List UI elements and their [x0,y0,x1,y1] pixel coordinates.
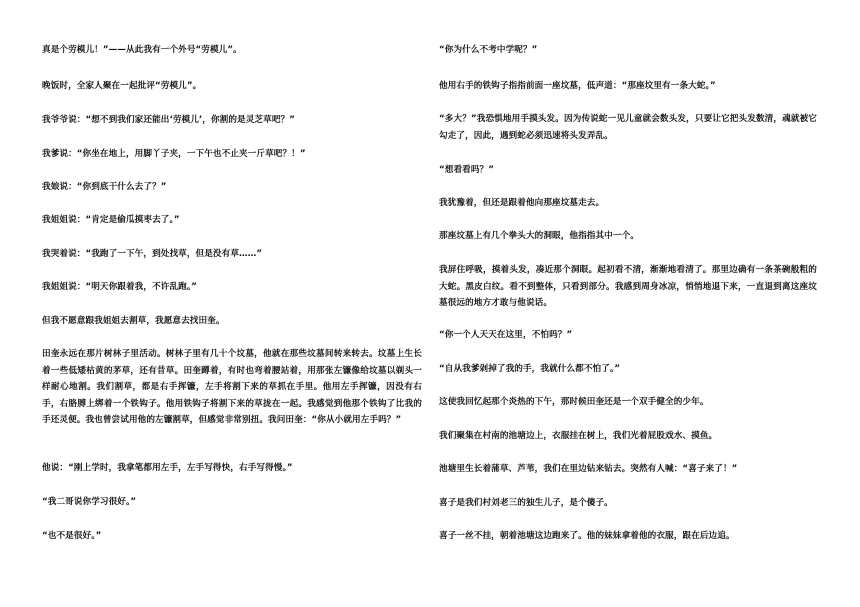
paragraph: 池塘里生长着蒲草、芦苇，我们在里边钻来钻去。突然有人喊：“喜子来了！” [439,464,738,474]
paragraph: “你一个人天天在这里，不怕吗？” [439,330,573,340]
paragraph: 我姐姐说：“肯定是偷瓜摸枣去了。” [42,215,180,225]
paragraph: “自从我爹剁掉了我的手，我就什么都不怕了。” [439,364,621,374]
paragraph: 我爹说：“你坐在地上，用脚丫子夹，一下午也不止夹一斤草吧？！” [42,149,306,159]
paragraph: 我犹豫着，但还是跟着他向那座坟墓走去。 [439,198,605,208]
paragraph: 他用右手的铁钩子指指前面一座坟墓，低声道：“那座坟里有一条大蛇。” [439,81,716,91]
paragraph: “你为什么不考中学呢？” [439,45,538,55]
paragraph: 田奎永远在那片树林子里活动。树林子里有几十个坟墓，他就在那些坟墓间转来转去。坟墓上生长着一些低矮枯黄的茅草，还有昔草。田奎蹲着，有时也弯着腰站着，用那张左镰像给坟墓以剃头一样耐心地割。我们割草，都是右手挥镰，左手将割下来的草抓在手里。他用左手挥镰，因没有右手，右胳膊上绑着一个铁钩子。他用铁钩子将割下来的草拢在一起。我感觉到他那个铁钩了比我的手还灵便。我也曾尝试用他的左镰割草，但感觉非常别扭。我问田奎：“你从小就用左手吗？” [42,349,422,425]
paragraph: 喜子是我们村刘老三的独生儿子，是个傻子。 [439,498,613,508]
paragraph: 我哭着说：“我跑了一下午，到处找草，但是没有草……” [42,249,263,259]
paragraph: “想看看吗？” [439,165,494,175]
paragraph: “也不是很好。” [42,531,102,541]
paragraph: 喜子一丝不挂，朝着池塘这边跑来了。他的妹妹拿着他的衣服，跟在后边追。 [439,531,735,541]
paragraph: 真是个劳模儿！”——从此我有一个外号“劳模儿”。 [42,45,242,55]
paragraph: 但我不愿意跟我姐姐去割草，我愿意去找田奎。 [42,316,225,326]
paragraph: 我们聚集在村南的池塘边上，衣服挂在树上，我们光着屁股戏水、摸鱼。 [439,431,718,441]
paragraph: 我娘说：“你到底干什么去了？” [42,182,167,192]
paragraph: 我爷爷说：“想不到我们家还能出‘劳模儿’，你割的是灵芝草吧？” [42,115,295,125]
paragraph: “多大？”我恐惧地用手摸头发。因为传说蛇一见儿童就会数头发，只要让它把头发数清，魂就被它勾走了，因此，遇到蛇必须迅速将头发弄乱。 [439,114,817,141]
paragraph: 晚饭时，全家人聚在一起批评“劳模儿”。 [42,81,202,91]
paragraph: 这使我回忆起那个炎热的下午，那时候田奎还是一个双手健全的少年。 [439,397,709,407]
paragraph: “我二哥说你学习很好。” [42,497,137,507]
paragraph: 那座坟墓上有几个拳头大的洞眼，他指指其中一个。 [439,231,639,241]
paragraph: 他说：“刚上学时，我拿笔都用左手，左手写得快，右手写得慢。” [42,463,293,473]
paragraph: 我姐姐说：“明天你跟着我，不许乱跑。” [42,282,197,292]
paragraph: 我屏住呼吸，摸着头发，凑近那个洞眼。起初看不清，渐渐地看清了。那里边确有一条茶碗般粗的大蛇。黑皮白纹。看不到整体，只看到部分。我感到周身冰凉，悄悄地退下来，一直退到离这座坟墓很远的地方才敢与他说话。 [439,265,817,308]
